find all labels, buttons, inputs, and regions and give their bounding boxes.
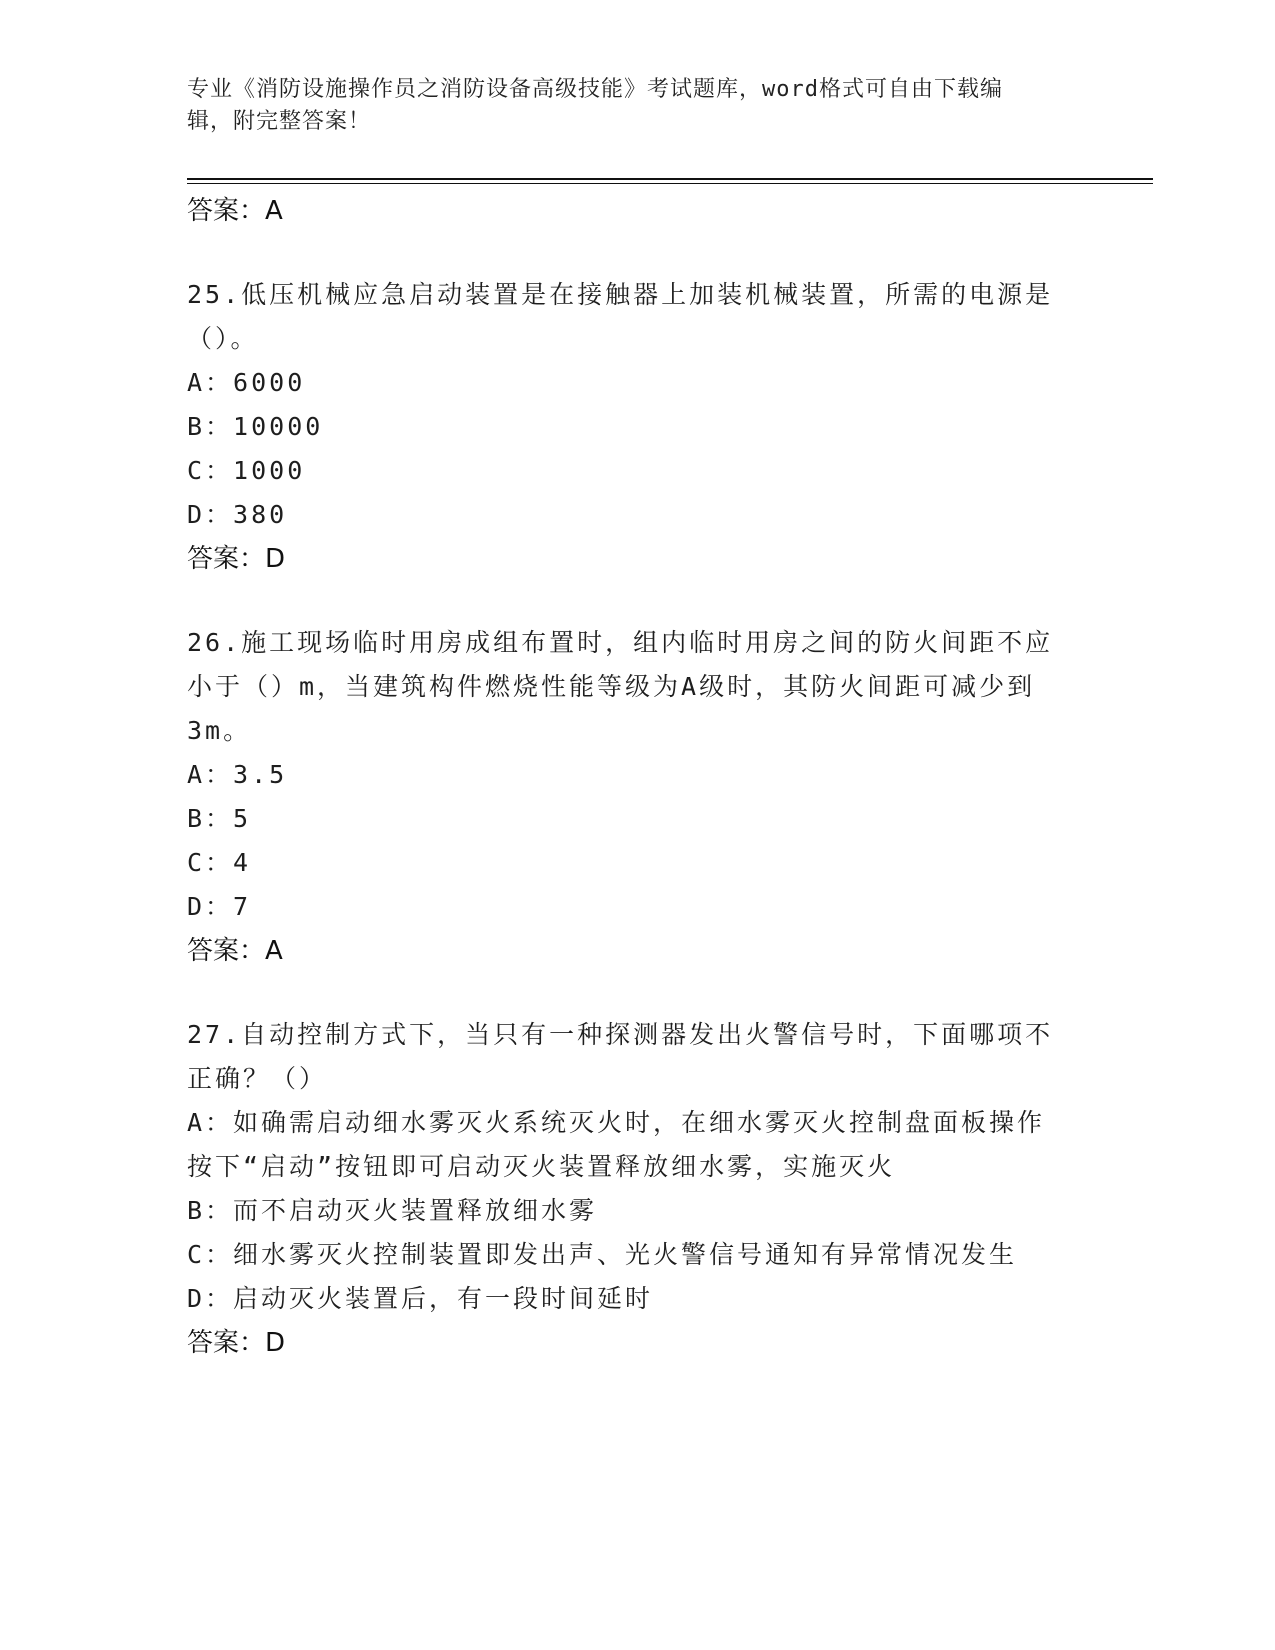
question-25-stem-line-1: 25.低压机械应急启动装置是在接触器上加装机械装置，所需的电源是 <box>187 280 1054 309</box>
question-25-answer: 答案：D <box>187 544 286 574</box>
previous-answer: 答案：A <box>187 196 283 226</box>
document-header <box>187 74 1067 138</box>
question-26-stem-line-2: 小于（）m，当建筑构件燃烧性能等级为A级时，其防火间距可减少到 <box>187 672 1036 701</box>
question-26-option-d: D：7 <box>187 892 252 921</box>
question-25-option-b: B：10000 <box>187 412 324 441</box>
question-27-option-c: C：细水雾灭火控制装置即发出声、光火警信号通知有异常情况发生 <box>187 1240 1018 1269</box>
question-27-answer: 答案：D <box>187 1328 286 1358</box>
question-26-stem-line-3: 3m。 <box>187 716 252 745</box>
question-27-option-d: D：启动灭火装置后，有一段时间延时 <box>187 1284 654 1313</box>
question-27-option-a-line-1: A：如确需启动细水雾灭火系统灭火时，在细水雾灭火控制盘面板操作 <box>187 1108 1046 1137</box>
question-25-stem-line-2: （）。 <box>187 324 259 353</box>
header-line-1: 专业《消防设施操作员之消防设备高级技能》考试题库，word格式可自由下载编 <box>187 77 1003 102</box>
question-26-option-c: C：4 <box>187 848 252 877</box>
question-26-answer: 答案：A <box>187 936 283 966</box>
question-25-option-a: A：6000 <box>187 368 306 397</box>
question-27-stem-line-1: 27.自动控制方式下，当只有一种探测器发出火警信号时，下面哪项不 <box>187 1020 1054 1049</box>
question-27-option-a-line-2: 按下“启动”按钮即可启动灭火装置释放细水雾，实施灭火 <box>187 1152 896 1181</box>
question-25-option-c: C：1000 <box>187 456 306 485</box>
question-27-stem-line-2: 正确？（） <box>187 1064 328 1093</box>
question-26-option-a: A：3.5 <box>187 760 288 789</box>
question-25-option-d: D：380 <box>187 500 288 529</box>
question-26-option-b: B：5 <box>187 804 252 833</box>
question-27-option-b: B：而不启动灭火装置释放细水雾 <box>187 1196 598 1225</box>
question-26-stem-line-1: 26.施工现场临时用房成组布置时，组内临时用房之间的防火间距不应 <box>187 628 1054 657</box>
header-rule-thin <box>187 183 1153 184</box>
header-rule-thick <box>187 178 1153 180</box>
header-line-2: 辑，附完整答案！ <box>187 109 372 134</box>
